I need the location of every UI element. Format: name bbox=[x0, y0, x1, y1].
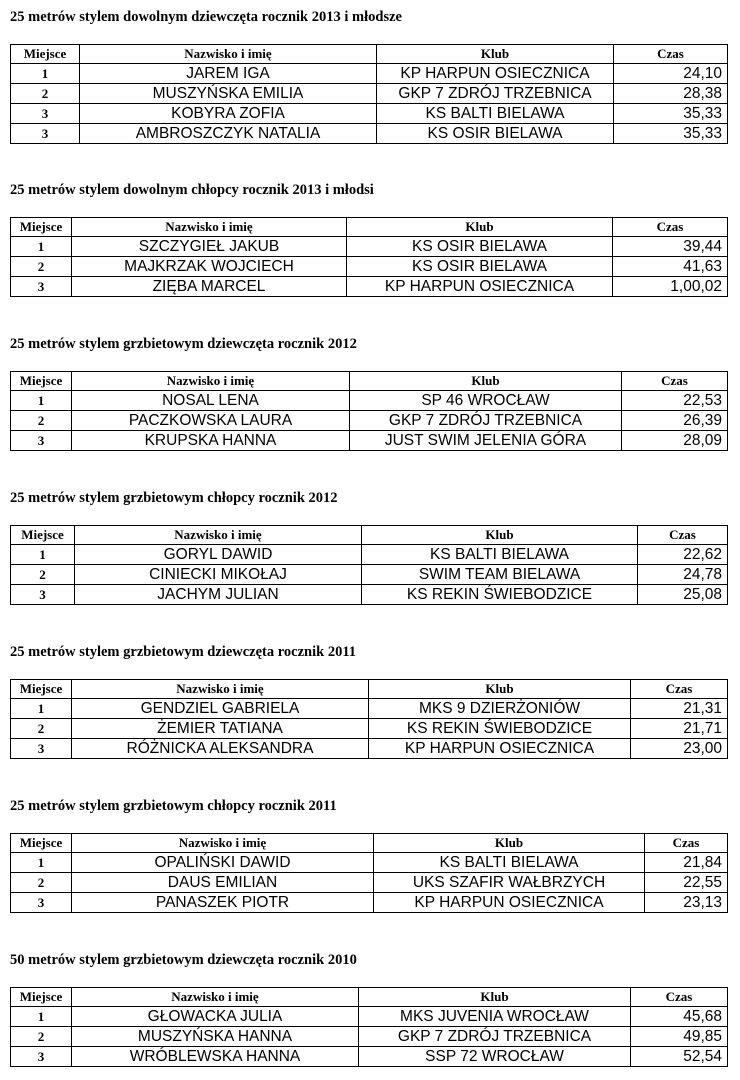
header-time: Czas bbox=[645, 834, 728, 853]
club-cell: KS OSIR BIELAWA bbox=[347, 257, 613, 277]
name-cell: KRUPSKA HANNA bbox=[72, 431, 350, 451]
place-cell: 1 bbox=[11, 64, 80, 84]
table-header-row bbox=[11, 680, 728, 699]
header-name: Nazwisko i imię bbox=[72, 988, 359, 1007]
name-cell: AMBROSZCZYK NATALIA bbox=[80, 124, 377, 144]
place-cell: 3 bbox=[11, 893, 72, 913]
time-cell: 35,33 bbox=[614, 104, 728, 124]
club-cell: KS BALTI BIELAWA bbox=[374, 853, 645, 873]
results-table bbox=[10, 217, 728, 297]
club-cell: GKP 7 ZDRÓJ TRZEBNICA bbox=[359, 1027, 631, 1047]
club-cell: KS OSIR BIELAWA bbox=[347, 237, 613, 257]
table-row bbox=[11, 104, 728, 124]
header-place: Miejsce bbox=[11, 988, 72, 1007]
table-row bbox=[11, 739, 728, 759]
section-title: 25 metrów stylem grzbietowym dziewczęta rocznik 2011 bbox=[10, 644, 357, 660]
place-cell: 3 bbox=[11, 431, 72, 451]
club-cell: KP HARPUN OSIECZNICA bbox=[369, 739, 631, 759]
place-cell: 2 bbox=[11, 411, 72, 431]
place-cell: 2 bbox=[11, 719, 72, 739]
table-row bbox=[11, 257, 728, 277]
name-cell: NOSAL LENA bbox=[72, 391, 350, 411]
table-row bbox=[11, 1047, 728, 1067]
time-cell: 22,62 bbox=[638, 545, 728, 565]
club-cell: KP HARPUN OSIECZNICA bbox=[347, 277, 613, 297]
time-cell: 21,31 bbox=[631, 699, 728, 719]
table-row bbox=[11, 545, 728, 565]
name-cell: JACHYM JULIAN bbox=[75, 585, 362, 605]
header-club: Klub bbox=[359, 988, 631, 1007]
place-cell: 1 bbox=[11, 545, 75, 565]
place-cell: 1 bbox=[11, 853, 72, 873]
header-time: Czas bbox=[622, 372, 728, 391]
club-cell: UKS SZAFIR WAŁBRZYCH bbox=[374, 873, 645, 893]
club-cell: JUST SWIM JELENIA GÓRA bbox=[350, 431, 622, 451]
place-cell: 1 bbox=[11, 1007, 72, 1027]
name-cell: SZCZYGIEŁ JAKUB bbox=[72, 237, 347, 257]
name-cell: DAUS EMILIAN bbox=[72, 873, 374, 893]
header-name: Nazwisko i imię bbox=[80, 45, 377, 64]
header-name: Nazwisko i imię bbox=[72, 834, 374, 853]
table-row bbox=[11, 1007, 728, 1027]
place-cell: 2 bbox=[11, 257, 72, 277]
header-club: Klub bbox=[350, 372, 622, 391]
table-header-row bbox=[11, 372, 728, 391]
club-cell: KP HARPUN OSIECZNICA bbox=[377, 64, 614, 84]
club-cell: KS REKIN ŚWIEBODZICE bbox=[362, 585, 638, 605]
place-cell: 3 bbox=[11, 104, 80, 124]
time-cell: 23,13 bbox=[645, 893, 728, 913]
table-row bbox=[11, 565, 728, 585]
header-place: Miejsce bbox=[11, 834, 72, 853]
club-cell: GKP 7 ZDRÓJ TRZEBNICA bbox=[377, 84, 614, 104]
time-cell: 21,71 bbox=[631, 719, 728, 739]
name-cell: MUSZYŃSKA EMILIA bbox=[80, 84, 377, 104]
header-time: Czas bbox=[631, 988, 728, 1007]
time-cell: 22,53 bbox=[622, 391, 728, 411]
name-cell: OPALIŃSKI DAWID bbox=[72, 853, 374, 873]
place-cell: 1 bbox=[11, 237, 72, 257]
club-cell: KS BALTI BIELAWA bbox=[377, 104, 614, 124]
results-table bbox=[10, 987, 728, 1067]
header-club: Klub bbox=[374, 834, 645, 853]
results-table bbox=[10, 525, 728, 605]
table-row bbox=[11, 1027, 728, 1047]
table-row bbox=[11, 719, 728, 739]
place-cell: 2 bbox=[11, 565, 75, 585]
time-cell: 24,78 bbox=[638, 565, 728, 585]
time-cell: 41,63 bbox=[613, 257, 728, 277]
club-cell: KS REKIN ŚWIEBODZICE bbox=[369, 719, 631, 739]
table-row bbox=[11, 893, 728, 913]
table-row bbox=[11, 64, 728, 84]
table-row bbox=[11, 585, 728, 605]
name-cell: RÓŻNICKA ALEKSANDRA bbox=[72, 739, 369, 759]
name-cell: ZIĘBA MARCEL bbox=[72, 277, 347, 297]
club-cell: KS OSIR BIELAWA bbox=[377, 124, 614, 144]
table-row bbox=[11, 699, 728, 719]
name-cell: PANASZEK PIOTR bbox=[72, 893, 374, 913]
header-time: Czas bbox=[614, 45, 728, 64]
place-cell: 3 bbox=[11, 739, 72, 759]
name-cell: CINIECKI MIKOŁAJ bbox=[75, 565, 362, 585]
table-row bbox=[11, 431, 728, 451]
time-cell: 28,09 bbox=[622, 431, 728, 451]
place-cell: 1 bbox=[11, 391, 72, 411]
time-cell: 49,85 bbox=[631, 1027, 728, 1047]
time-cell: 35,33 bbox=[614, 124, 728, 144]
place-cell: 1 bbox=[11, 699, 72, 719]
header-time: Czas bbox=[638, 526, 728, 545]
results-table bbox=[10, 833, 728, 913]
time-cell: 1,00,02 bbox=[613, 277, 728, 297]
header-club: Klub bbox=[377, 45, 614, 64]
header-name: Nazwisko i imię bbox=[72, 218, 347, 237]
table-row bbox=[11, 853, 728, 873]
results-table bbox=[10, 679, 728, 759]
header-place: Miejsce bbox=[11, 372, 72, 391]
club-cell: KS BALTI BIELAWA bbox=[362, 545, 638, 565]
name-cell: GENDZIEL GABRIELA bbox=[72, 699, 369, 719]
time-cell: 23,00 bbox=[631, 739, 728, 759]
table-header-row bbox=[11, 218, 728, 237]
name-cell: GŁOWACKA JULIA bbox=[72, 1007, 359, 1027]
club-cell: GKP 7 ZDRÓJ TRZEBNICA bbox=[350, 411, 622, 431]
header-place: Miejsce bbox=[11, 526, 75, 545]
results-table bbox=[10, 371, 728, 451]
header-place: Miejsce bbox=[11, 680, 72, 699]
header-place: Miejsce bbox=[11, 218, 72, 237]
time-cell: 25,08 bbox=[638, 585, 728, 605]
time-cell: 24,10 bbox=[614, 64, 728, 84]
table-row bbox=[11, 873, 728, 893]
club-cell: KP HARPUN OSIECZNICA bbox=[374, 893, 645, 913]
table-row bbox=[11, 277, 728, 297]
name-cell: GORYL DAWID bbox=[75, 545, 362, 565]
table-row bbox=[11, 84, 728, 104]
time-cell: 52,54 bbox=[631, 1047, 728, 1067]
section-title: 25 metrów stylem grzbietowym dziewczęta rocznik 2012 bbox=[10, 336, 357, 352]
name-cell: WRÓBLEWSKA HANNA bbox=[72, 1047, 359, 1067]
club-cell: SP 46 WROCŁAW bbox=[350, 391, 622, 411]
table-header-row bbox=[11, 988, 728, 1007]
section-title: 25 metrów stylem grzbietowym chłopcy rocznik 2012 bbox=[10, 490, 338, 506]
name-cell: MUSZYŃSKA HANNA bbox=[72, 1027, 359, 1047]
table-row bbox=[11, 411, 728, 431]
header-club: Klub bbox=[362, 526, 638, 545]
table-header-row bbox=[11, 526, 728, 545]
section-title: 25 metrów stylem dowolnym chłopcy rocznik 2013 i młodsi bbox=[10, 182, 374, 198]
header-club: Klub bbox=[347, 218, 613, 237]
place-cell: 3 bbox=[11, 585, 75, 605]
header-name: Nazwisko i imię bbox=[72, 372, 350, 391]
place-cell: 3 bbox=[11, 1047, 72, 1067]
header-club: Klub bbox=[369, 680, 631, 699]
place-cell: 2 bbox=[11, 1027, 72, 1047]
time-cell: 21,84 bbox=[645, 853, 728, 873]
place-cell: 2 bbox=[11, 873, 72, 893]
time-cell: 39,44 bbox=[613, 237, 728, 257]
header-name: Nazwisko i imię bbox=[72, 680, 369, 699]
place-cell: 2 bbox=[11, 84, 80, 104]
section-title: 50 metrów stylem grzbietowym dziewczęta rocznik 2010 bbox=[10, 952, 357, 968]
header-time: Czas bbox=[631, 680, 728, 699]
time-cell: 45,68 bbox=[631, 1007, 728, 1027]
section-title: 25 metrów stylem dowolnym dziewczęta rocznik 2013 i młodsze bbox=[10, 9, 402, 25]
club-cell: MKS 9 DZIERŻONIÓW bbox=[369, 699, 631, 719]
place-cell: 3 bbox=[11, 124, 80, 144]
time-cell: 22,55 bbox=[645, 873, 728, 893]
table-row bbox=[11, 124, 728, 144]
name-cell: ŻEMIER TATIANA bbox=[72, 719, 369, 739]
club-cell: MKS JUVENIA WROCŁAW bbox=[359, 1007, 631, 1027]
time-cell: 28,38 bbox=[614, 84, 728, 104]
club-cell: SWIM TEAM BIELAWA bbox=[362, 565, 638, 585]
name-cell: PACZKOWSKA LAURA bbox=[72, 411, 350, 431]
table-header-row bbox=[11, 45, 728, 64]
header-time: Czas bbox=[613, 218, 728, 237]
place-cell: 3 bbox=[11, 277, 72, 297]
time-cell: 26,39 bbox=[622, 411, 728, 431]
club-cell: SSP 72 WROCŁAW bbox=[359, 1047, 631, 1067]
header-place: Miejsce bbox=[11, 45, 80, 64]
header-name: Nazwisko i imię bbox=[75, 526, 362, 545]
results-table bbox=[10, 44, 728, 144]
table-row bbox=[11, 237, 728, 257]
name-cell: KOBYRA ZOFIA bbox=[80, 104, 377, 124]
table-row bbox=[11, 391, 728, 411]
table-header-row bbox=[11, 834, 728, 853]
section-title: 25 metrów stylem grzbietowym chłopcy rocznik 2011 bbox=[10, 798, 337, 814]
name-cell: JAREM IGA bbox=[80, 64, 377, 84]
name-cell: MAJKRZAK WOJCIECH bbox=[72, 257, 347, 277]
